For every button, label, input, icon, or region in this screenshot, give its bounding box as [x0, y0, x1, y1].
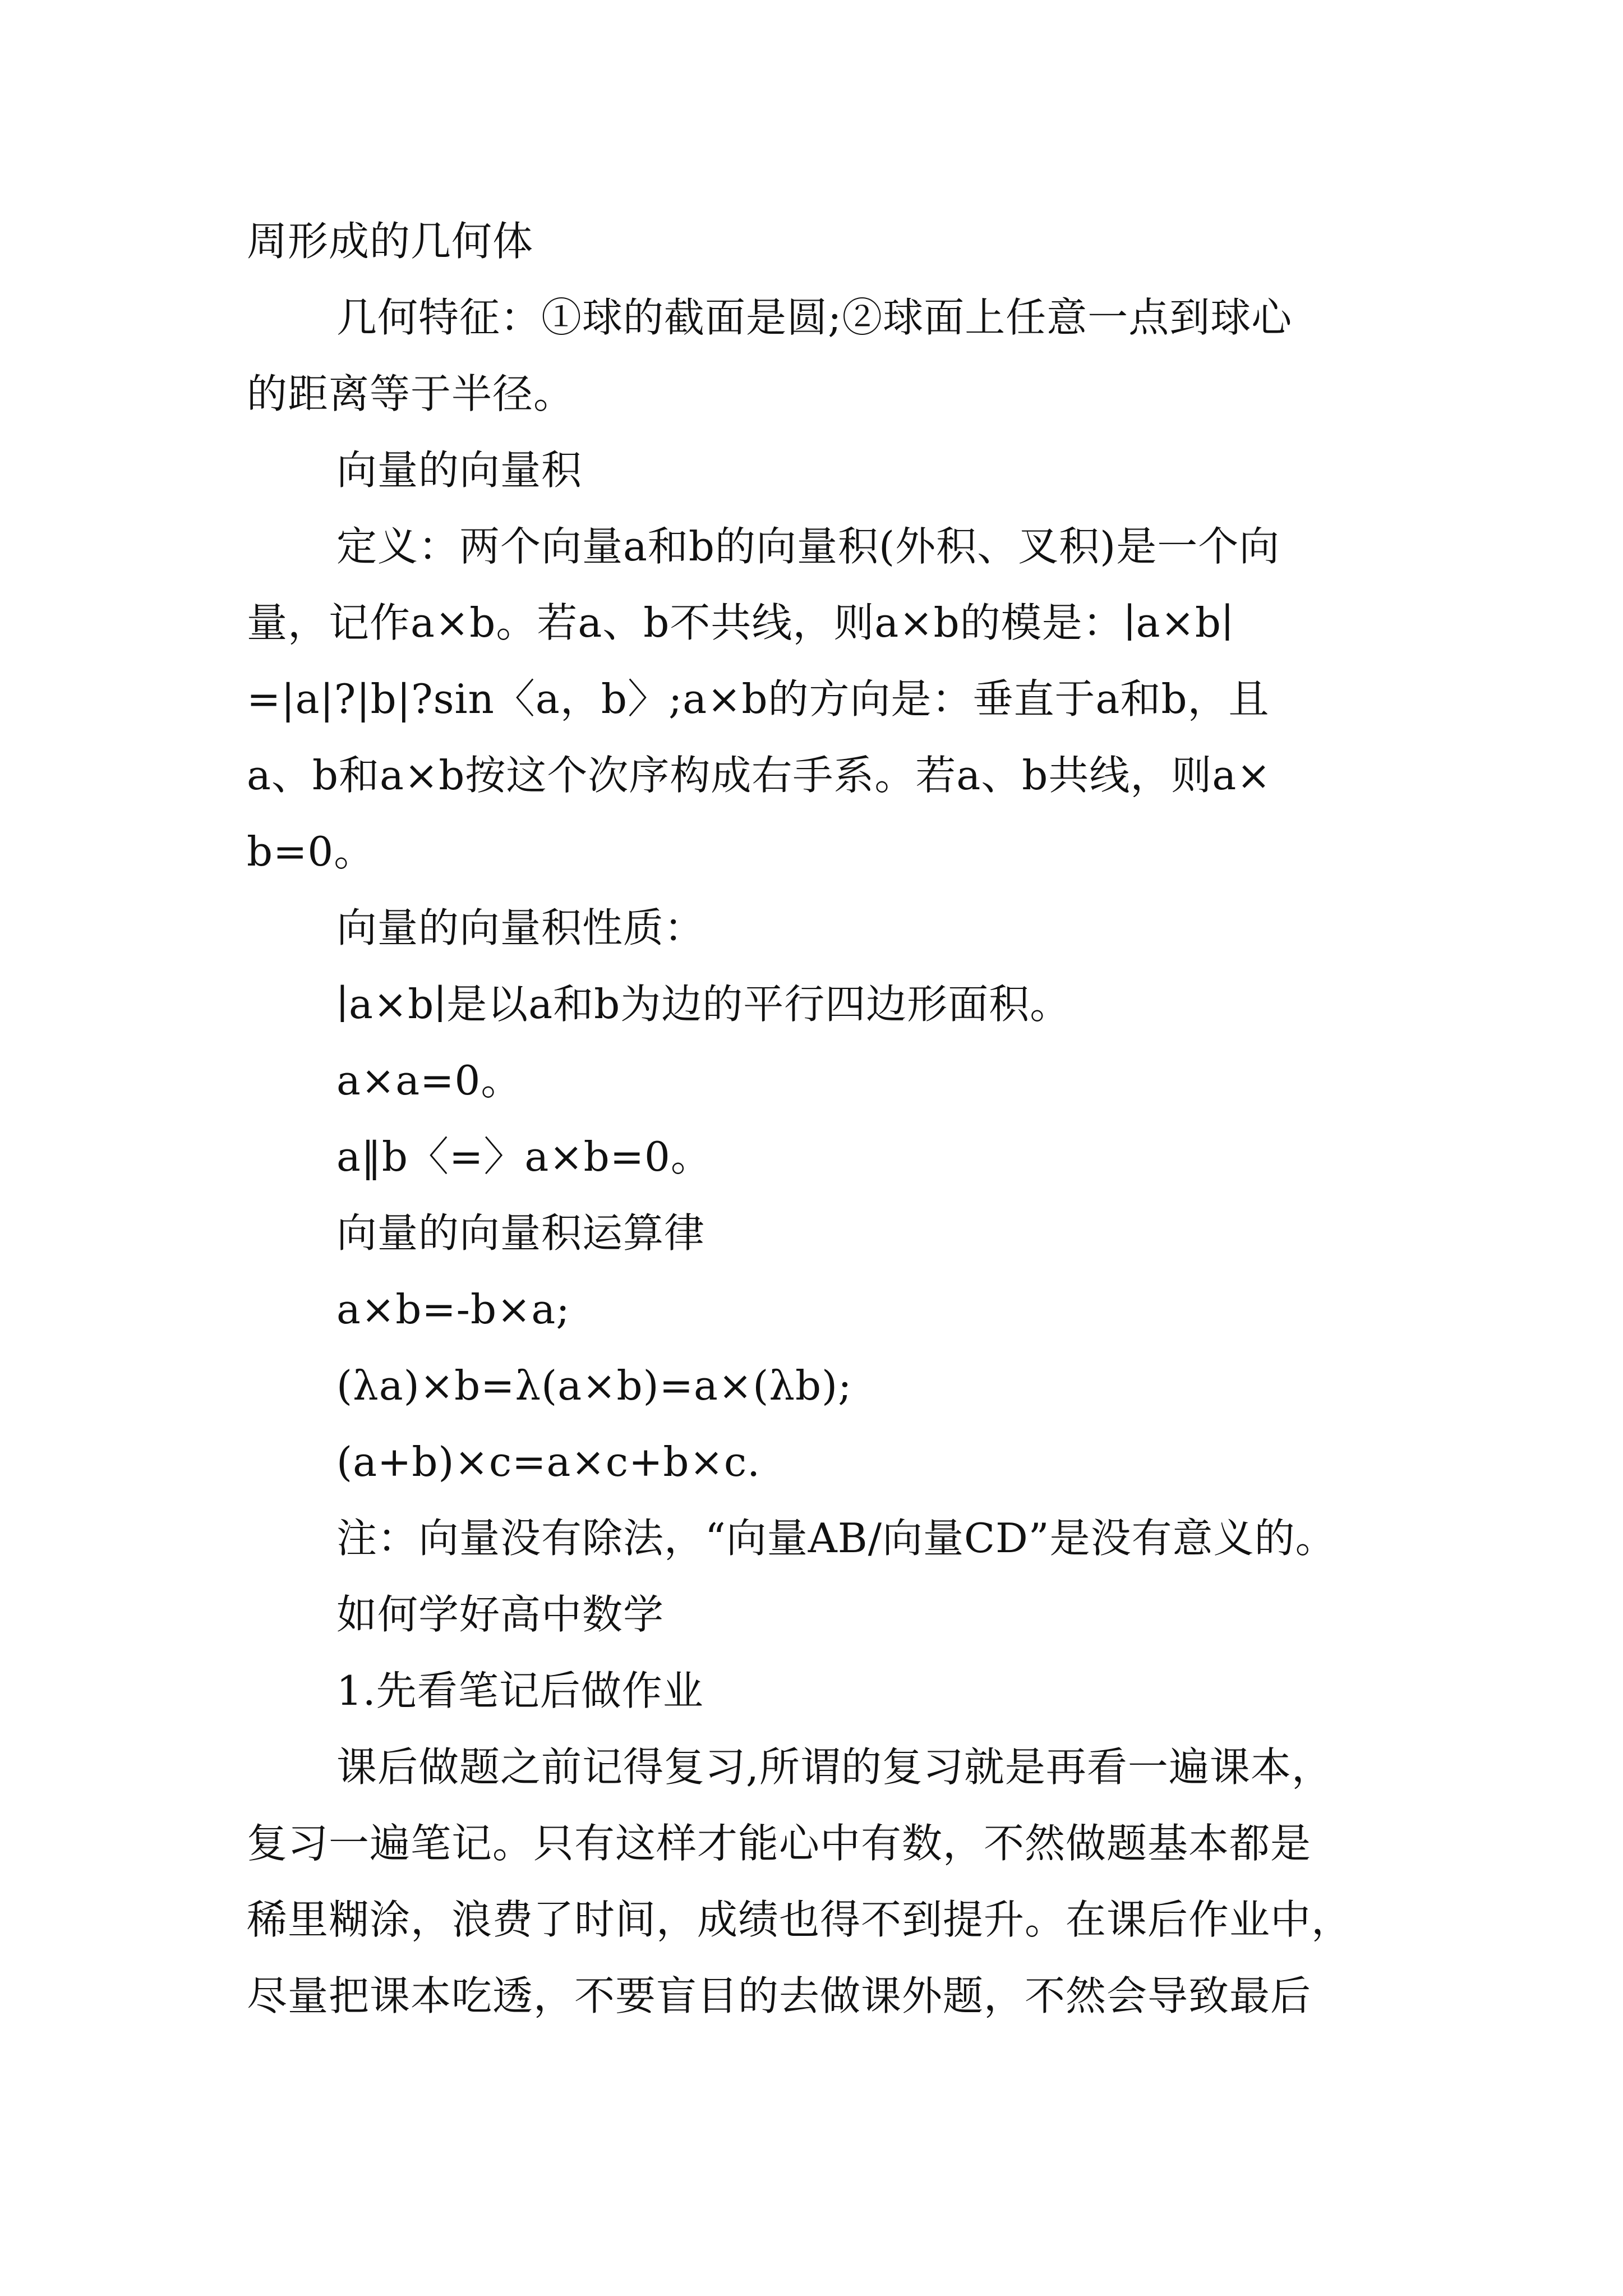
text-line-18: 注：向量没有除法，“向量AB/向量CD”是没有意义的。	[336, 1515, 1336, 1562]
text-line-21: 课后做题之前记得复习,所谓的复习就是再看一遍课本，	[336, 1743, 1332, 1791]
text-line-22: 复习一遍笔记。只有这样才能心中有数，不然做题基本都是	[247, 1820, 1312, 1867]
text-line-23: 稀里糊涂，浪费了时间，成绩也得不到提升。在课后作业中，	[247, 1896, 1353, 1943]
text-line-16: (λa)×b=λ(a×b)=a×(λb);	[336, 1362, 852, 1409]
text-line-24: 尽量把课本吃透，不要盲目的去做课外题，不然会导致最后	[247, 1972, 1312, 2019]
text-line-9: b=0。	[247, 828, 375, 875]
text-line-12: a×a=0。	[336, 1057, 522, 1104]
section-heading-properties: 向量的向量积性质：	[336, 904, 706, 951]
section-heading-vector-product: 向量的向量积	[336, 447, 583, 494]
section-heading-how-to-learn: 如何学好高中数学	[336, 1591, 665, 1638]
text-line-13: a‖b〈=〉a×b=0。	[336, 1133, 712, 1180]
text-line-11: ∣a×b∣是以a和b为边的平行四边形面积。	[336, 981, 1071, 1028]
section-heading-laws: 向量的向量积运算律	[336, 1209, 706, 1257]
text-line-1: 周形成的几何体	[247, 218, 534, 265]
text-line-2: 几何特征：①球的截面是圆;②球面上任意一点到球心	[336, 294, 1293, 341]
text-line-3: 的距离等于半径。	[247, 370, 575, 417]
text-line-6: 量，记作a×b。若a、b不共线，则a×b的模是：∣a×b∣	[247, 599, 1234, 646]
text-line-8: a、b和a×b按这个次序构成右手系。若a、b共线，则a×	[247, 752, 1271, 799]
text-line-5: 定义：两个向量a和b的向量积(外积、叉积)是一个向	[336, 523, 1280, 570]
text-line-17: (a+b)×c=a×c+b×c.	[336, 1438, 761, 1485]
text-line-15: a×b=-b×a;	[336, 1286, 570, 1333]
text-line-7: =|a|?|b|?sin〈a，b〉;a×b的方向是：垂直于a和b，且	[247, 675, 1270, 723]
subheading-notes-first: 1.先看笔记后做作业	[336, 1667, 704, 1714]
